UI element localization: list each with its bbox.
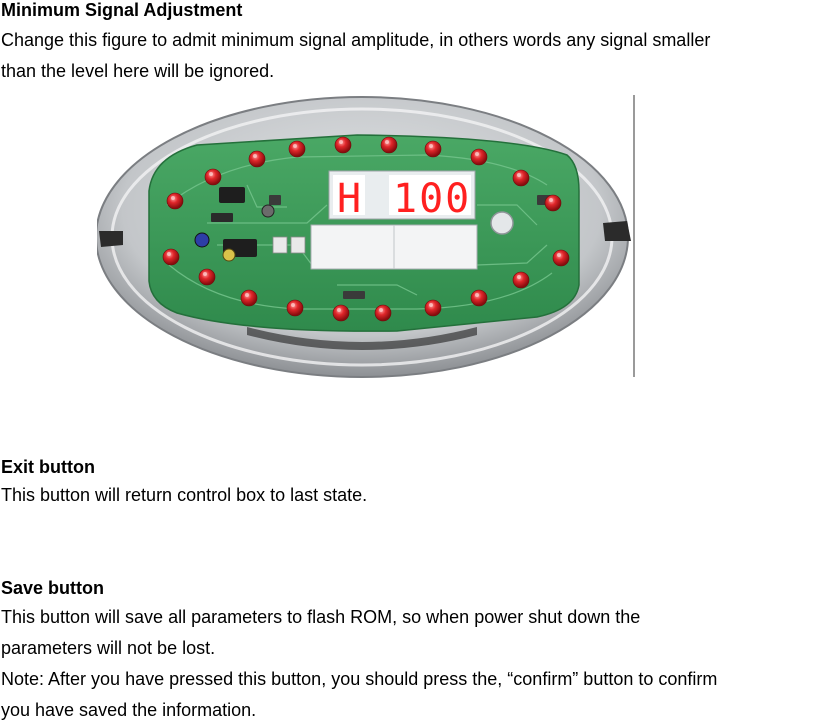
section-title-minimum-signal: Minimum Signal Adjustment [1, 0, 243, 20]
text-line: than the level here will be ignored. [1, 61, 275, 81]
display-mode-readout: H [337, 176, 362, 222]
control-board-photo [97, 95, 637, 379]
section-text-exit-button [1, 480, 829, 511]
section-title-exit-button: Exit button [1, 457, 95, 477]
text-line: This button will return control box to last state. [1, 485, 368, 505]
section-text-minimum-signal [1, 25, 829, 87]
section-title-save-button: Save button [1, 578, 105, 598]
text-line: you have saved the information. [1, 700, 257, 720]
text-line: Change this figure to admit minimum signal amplitude, in others words any signal smaller [1, 30, 711, 50]
text-line: Note: After you have pressed this button, you should press the, “confirm” button to confirm [1, 669, 718, 689]
display-value-readout: 100 [393, 176, 472, 222]
section-text-save-button [1, 602, 829, 726]
text-line: This button will save all parameters to flash ROM, so when power shut down the [1, 607, 641, 627]
text-line: parameters will not be lost. [1, 638, 216, 658]
